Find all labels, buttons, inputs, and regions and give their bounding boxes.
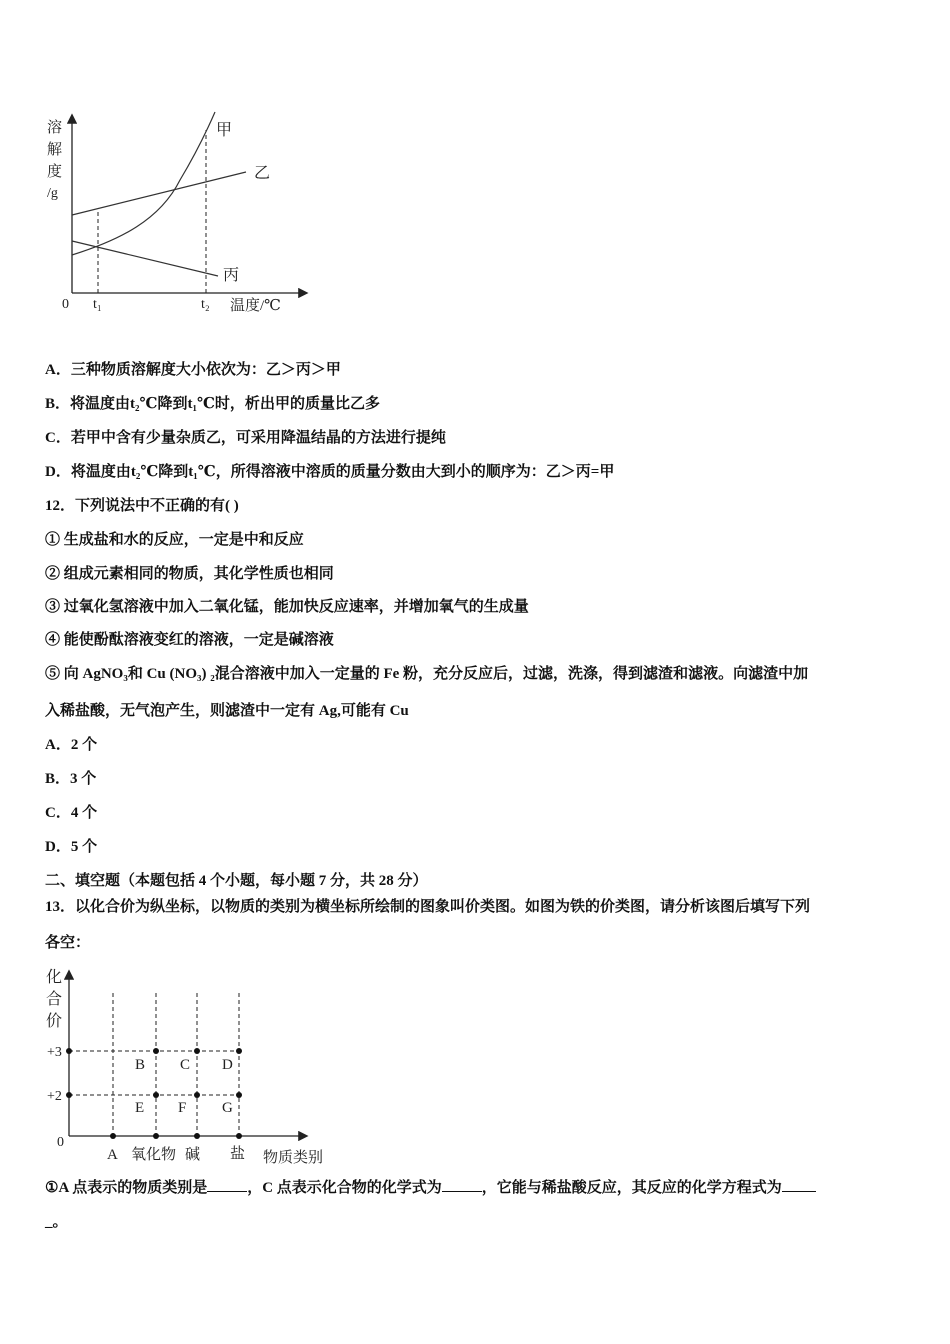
point-f: F [178, 1100, 187, 1116]
curve-jia [72, 112, 215, 255]
category-base: 碱 [185, 1147, 201, 1163]
valence-class-figure [30, 960, 350, 1170]
x-axis-label: 温度/℃ [230, 298, 281, 314]
y-label-2: 解 [47, 142, 63, 158]
q12-option-b: B．3 个 [45, 771, 97, 787]
y-label-3: 度 [47, 164, 63, 180]
point-d: D [222, 1057, 233, 1073]
t2-label: t₂ [201, 297, 210, 312]
q13-sub1-end: _。 [45, 1214, 68, 1230]
y-label-2: 合 [46, 991, 63, 1008]
point-b: B [135, 1057, 146, 1073]
solubility-curve-figure [30, 100, 330, 320]
q12-stem: 12．下列说法中不正确的有( ) [45, 498, 239, 514]
q12-option-c: C．4 个 [45, 805, 98, 821]
y-label-1: 溶 [47, 120, 63, 136]
answer-blank-1[interactable] [207, 1177, 247, 1192]
label-yi: 乙 [254, 165, 271, 182]
point-g: G [222, 1100, 233, 1116]
point-e: E [135, 1100, 145, 1116]
curve-bing [72, 241, 218, 276]
point-c: C [180, 1057, 191, 1073]
q13-sub1-part2: ，C 点表示化合物的化学式为 [247, 1180, 442, 1196]
q12-option-d: D．5 个 [45, 839, 98, 855]
y-label-1: 化 [46, 969, 63, 986]
label-bing: 丙 [223, 267, 240, 284]
q12-option-a: A．2 个 [45, 737, 98, 753]
tick-plus2: +2 [47, 1089, 62, 1104]
q13-stem-line2: 各空： [45, 935, 91, 951]
label-jia: 甲 [216, 122, 233, 139]
q13-sub1 [45, 1177, 816, 1198]
q13-stem-line1: 13．以化合价为纵坐标，以物质的类别为横坐标所绘制的图象叫价类图。如图为铁的价类图，请分析该图后填写下列 [45, 899, 811, 915]
q13-sub1-part1: ①A 点表示的物质类别是 [45, 1180, 208, 1196]
tick-plus3: +3 [47, 1045, 62, 1060]
section-title: 二、填空题（本题包括 4 个小题，每小题 7 分，共 28 分） [45, 873, 428, 889]
y-label-4: /g [47, 186, 58, 201]
category-a: A [107, 1147, 118, 1163]
q11-option-a: A．三种物质溶解度大小依次为：乙＞丙＞甲 [45, 362, 341, 378]
q12-statement-2: ② 组成元素相同的物质，其化学性质也相同 [45, 566, 334, 582]
y-label-3: 价 [46, 1013, 63, 1030]
q12-statement-5: ⑤ 向 AgNO₃和 Cu (NO₃) ₂混合溶液中加入一定量的 Fe 粉，充分反应后，过滤，洗涤，得到滤渣和滤液。向滤渣中加 [45, 666, 809, 682]
category-salt: 盐 [230, 1146, 246, 1162]
q13-sub1-part3: ，它能与稀盐酸反应，其反应的化学方程式为 [481, 1180, 782, 1196]
category-oxide: 氧化物 [131, 1147, 177, 1163]
origin-label: 0 [62, 297, 69, 312]
q11-option-d: D．将温度由t₂℃降到t₁℃，所得溶液中溶质的质量分数由大到小的顺序为：乙＞丙=甲 [45, 464, 615, 480]
q12-statement-4: ④ 能使酚酞溶液变红的溶液，一定是碱溶液 [45, 632, 334, 648]
answer-blank-3[interactable] [782, 1177, 816, 1192]
q12-statement-3: ③ 过氧化氢溶液中加入二氧化锰，能加快反应速率，并增加氧气的生成量 [45, 599, 529, 615]
q11-option-c: C．若甲中含有少量杂质乙，可采用降温结晶的方法进行提纯 [45, 430, 446, 446]
t1-label: t₁ [93, 297, 102, 312]
q11-option-b: B．将温度由t₂℃降到t₁℃时，析出甲的质量比乙多 [45, 396, 380, 412]
x-axis-label: 物质类别 [263, 1150, 324, 1166]
tick-zero: 0 [57, 1135, 64, 1150]
answer-blank-2[interactable] [442, 1177, 482, 1192]
grid-dashed-lines [69, 993, 239, 1136]
q12-statement-1: ① 生成盐和水的反应，一定是中和反应 [45, 532, 304, 548]
data-points [66, 1048, 242, 1139]
q12-statement-5-cont: 入稀盐酸，无气泡产生，则滤渣中一定有 Ag,可能有 Cu [45, 703, 409, 719]
